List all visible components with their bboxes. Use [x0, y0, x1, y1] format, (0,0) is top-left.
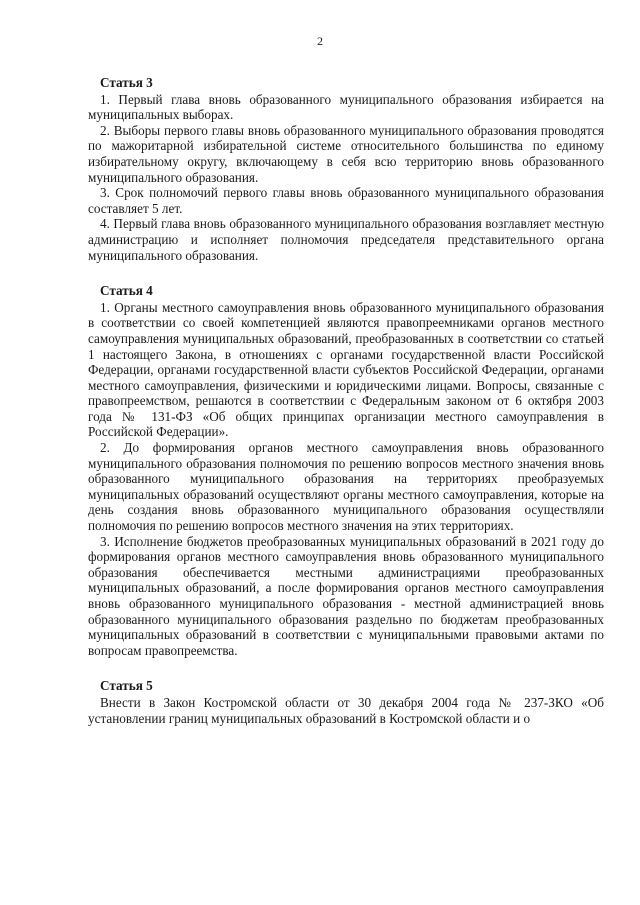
paragraph: 3. Срок полномочий первого главы вновь образованного муниципального образования составляет 5 лет. [88, 185, 604, 216]
document-body [88, 75, 604, 746]
page-number: 2 [317, 34, 323, 48]
article-heading: Статья 3 [100, 75, 153, 90]
paragraph: 4. Первый глава вновь образованного муниципального образования возглавляет местную администрацию и исполняет полномочия председателя представительного органа муниципального образования. [88, 216, 604, 263]
paragraph: 2. Выборы первого главы вновь образованного муниципального образования проводятся по мажоритарной избирательной системе относительного большинства по единому избирательному округу, включающему в себя всю территорию вновь образованного муниципального образования. [88, 122, 604, 185]
article-heading: Статья 5 [100, 678, 153, 694]
paragraph: 1. Первый глава вновь образованного муниципального образования избирается на муниципальных выборах. [88, 91, 604, 123]
paragraph: 3. Исполнение бюджетов преобразованных муниципальных образований в 2021 году до формирования органов местного самоуправления вновь образованного муниципального образования обеспечивается местными администрациями преобразованных муниципальных образований, а после формирования органов местного самоуправления вновь образованного муниципального образования - местной администрацией вновь образованного муниципального образования раздельно по бюджетам преобразованных муниципальных образований в соответствии с муниципальными правовыми актами по вопросам правопреемства. [88, 533, 604, 658]
paragraph: Внести в Закон Костромской области от 30 декабря 2004 года № 237-ЗКО «Об установлении границ муниципальных образований в Костромской области и о [88, 694, 604, 726]
paragraph: 2. До формирования органов местного самоуправления вновь образованного муниципального образования полномочия по решению вопросов местного значения вновь образованного муниципального образования на территориях преобразуемых муниципальных образований осуществляют органы местного самоуправления, которые на день создания вновь образованного муниципального образования осуществляли полномочия по решению вопросов местного значения на этих территориях. [88, 440, 604, 534]
article-5 [88, 678, 604, 726]
article-3 [88, 75, 604, 263]
paragraph: 1. Органы местного самоуправления вновь образованного муниципального образования в соответствии со своей компетенцией являются правопреемниками органов местного самоуправления муниципальных образований, преобразованных в соответствии со статьей 1 настоящего Закона, в отношениях с органами государственной власти Российской Федерации, органами государственной власти субъектов Российской Федерации, органами местного самоуправления, физическими и юридическими лицами. Вопросы, связанные с правопреемством, решаются в соответствии с Федеральным законом от 6 октября 2003 года № 131-ФЗ «Об общих принципах организации местного самоуправления в Российской Федерации». [88, 299, 604, 440]
article-4 [88, 283, 604, 658]
article-heading: Статья 4 [100, 283, 153, 299]
